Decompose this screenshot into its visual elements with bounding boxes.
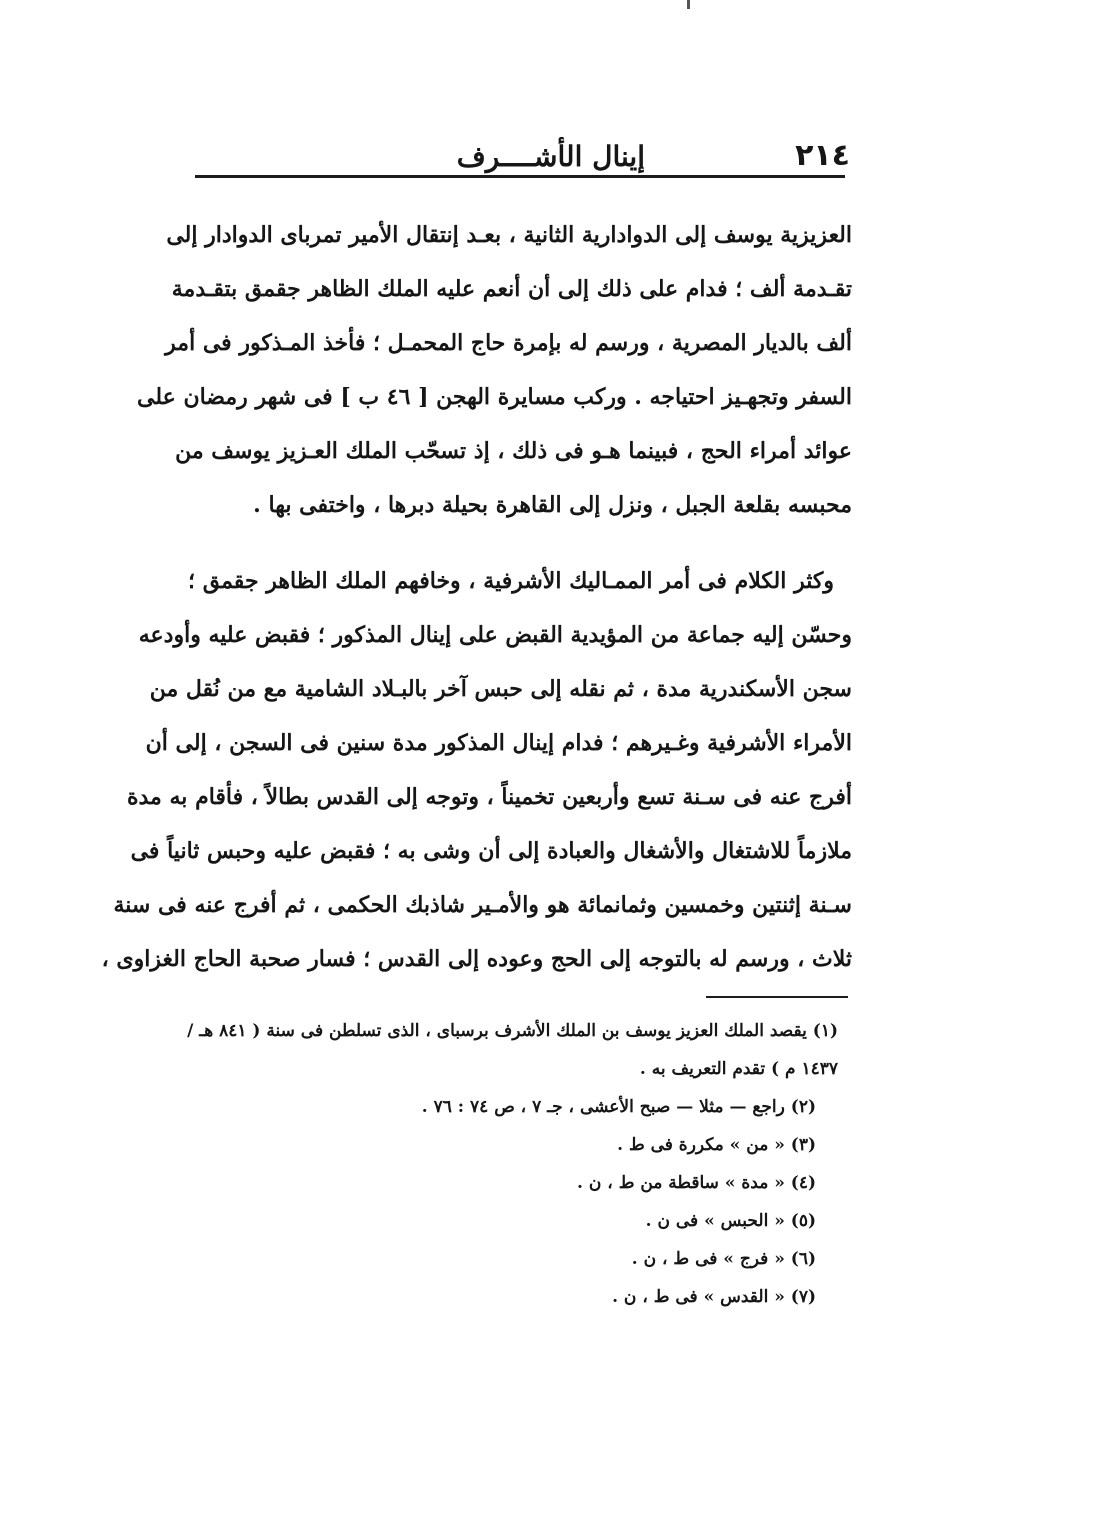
paragraph-gap <box>188 532 852 554</box>
footnote-rule <box>706 996 848 998</box>
running-head: إينال الأشــــرف <box>456 140 645 173</box>
text-line: ثلاث ، ورسم له بالتوجه إلى الحج وعوده إلى القدس ؛ فسار صحبة الحاج الغزاوى ، <box>101 946 852 972</box>
page-number: ٢١٤ <box>795 138 850 173</box>
footnote: (٢) راجع — مثلا — صبح الأعشى ، جـ ٧ ، ص ٧٤ : ٧٦ . <box>421 1097 816 1117</box>
text-line: السفر وتجهـيز احتياجه . وركب مسايرة الهجن [ ٤٦ ب ] فى شهر رمضان على <box>137 384 852 410</box>
header-rule <box>195 175 845 178</box>
main-text <box>101 208 852 986</box>
paragraph <box>101 554 852 986</box>
footnote: (٥) « الحبس » فى ن . <box>645 1211 816 1231</box>
footnote-continuation: ١٤٣٧ م ) تقدم التعريف به . <box>639 1059 838 1079</box>
text-line: وكثر الكلام فى أمر الممـاليك الأشرفية ، وخافهم الملك الظاهر جقمق ؛ <box>188 568 834 594</box>
footnote: (٣) « من » مكررة فى ط . <box>617 1135 816 1155</box>
text-line: ملازماً للاشتغال والأشغال والعبادة إلى أن وشى به ؛ فقبض عليه وحبس ثانياً فى <box>130 838 852 864</box>
footnotes <box>187 1012 838 1316</box>
footnote: (٧) « القدس » فى ط ، ن . <box>612 1287 816 1307</box>
footnote: (١) يقصد الملك العزيز يوسف بن الملك الأشرف برسباى ، الذى تسلطن فى سنة ( ٨٤١ هـ / <box>187 1021 838 1041</box>
paragraph <box>137 208 852 532</box>
footnote: (٤) « مدة » ساقطة من ط ، ن . <box>577 1173 816 1193</box>
scan-mark <box>687 0 690 9</box>
text-line: تقـدمة ألف ؛ فدام على ذلك إلى أن أنعم عليه الملك الظاهر جقمق بتقـدمة <box>171 276 852 302</box>
text-line: ألف بالديار المصرية ، ورسم له بإمرة حاج المحمـل ؛ فأخذ المـذكور فى أمر <box>165 330 852 356</box>
text-line: سـنة إثنتين وخمسين وثمانمائة هو والأمـير شاذبك الحكمى ، ثم أفرج عنه فى سنة <box>113 892 852 918</box>
text-line: أفرج عنه فى سـنة تسع وأربعين تخميناً ، وتوجه إلى القدس بطالاً ، فأقام به مدة <box>126 784 852 810</box>
text-line: وحسّن إليه جماعة من المؤيدية القبض على إينال المذكور ؛ فقبض عليه وأودعه <box>138 622 852 648</box>
footnote: (٦) « فرج » فى ط ، ن . <box>631 1249 816 1269</box>
text-line: عوائد أمراء الحج ، فبينما هـو فى ذلك ، إذ تسحّب الملك العـزيز يوسف من <box>175 438 852 464</box>
text-line: سجن الأسكندرية مدة ، ثم نقله إلى حبس آخر بالبـلاد الشامية مع من نُقل من <box>149 676 852 702</box>
text-line: العزيزية يوسف إلى الدوادارية الثانية ، بعـد إنتقال الأمير تمرباى الدوادار إلى <box>166 222 852 248</box>
text-line: محبسه بقلعة الجبل ، ونزل إلى القاهرة بحيلة دبرها ، واختفى بها . <box>253 492 852 518</box>
text-line: الأمراء الأشرفية وغـيرهم ؛ فدام إينال المذكور مدة سنين فى السجن ، إلى أن <box>145 730 852 756</box>
page-header <box>195 128 850 178</box>
